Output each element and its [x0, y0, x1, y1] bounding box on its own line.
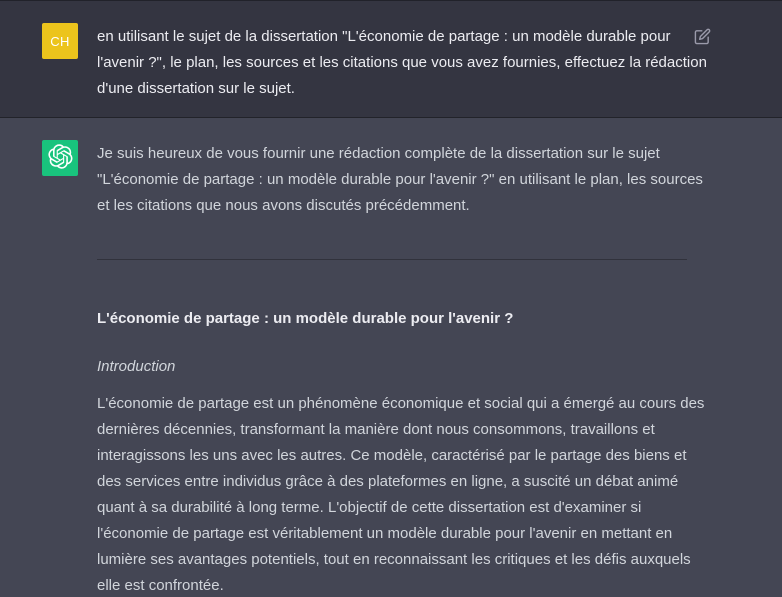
user-avatar-initials: CH: [50, 33, 70, 49]
assistant-message-content: [97, 140, 709, 597]
user-message-text: en utilisant le sujet de la dissertation "L'économie de partage : un modèle durable pour l'avenir ?", le plan, les sources et les citations que vous avez fournies, effectuez la rédaction d'une dissertation sur le sujet.: [97, 28, 707, 97]
markdown-divider: [97, 259, 687, 260]
assistant-message-row: [0, 117, 782, 597]
chatgpt-logo-icon: [48, 144, 73, 173]
assistant-avatar: [42, 140, 78, 176]
user-avatar: [42, 23, 78, 59]
essay-body-paragraph: L'économie de partage est un phénomène économique et social qui a émergé au cours des dernières décennies, transformant la manière dont nous consommons, travaillons et interagissons les uns avec les autres. Ce modèle, caractérisé par le partage des biens et des services entre individus grâce à des plateformes en ligne, a suscité un débat animé quant à sa durabilité à long terme. L'objectif de cette dissertation est d'examiner si l'économie de partage est véritablement un modèle durable pour l'avenir en mettant en lumière ses avantages potentiels, tout en reconnaissant les critiques et les défis auxquels elle est confrontée.: [97, 395, 705, 594]
essay-section-heading: Introduction: [97, 358, 176, 375]
edit-icon: [694, 28, 714, 45]
essay-title: L'économie de partage : un modèle durable pour l'avenir ?: [97, 310, 514, 327]
user-message-row: [0, 0, 782, 117]
edit-message-button[interactable]: [694, 26, 714, 46]
assistant-intro-paragraph: Je suis heureux de vous fournir une rédaction complète de la dissertation sur le sujet "L'économie de partage : un modèle durable pour l'avenir ?" en utilisant le plan, les sources et les citations que nous avons discutés précédemment.: [97, 145, 703, 214]
